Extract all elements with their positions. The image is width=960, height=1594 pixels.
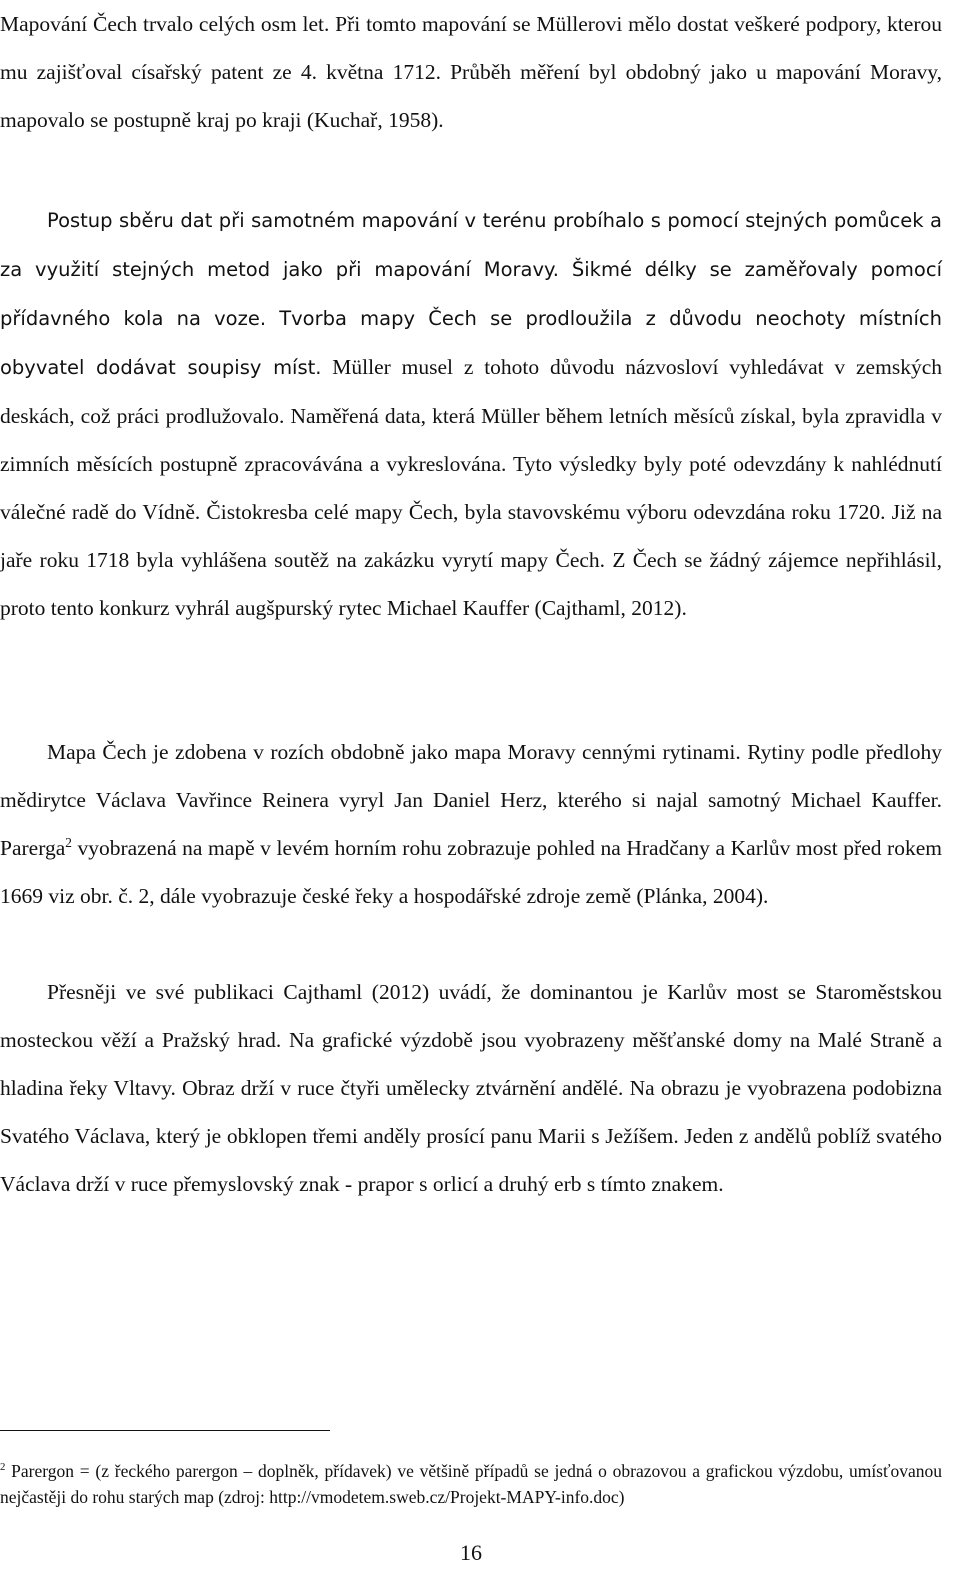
footnote-marker: 2 [0, 1461, 6, 1474]
paragraph-2-text-sans: Postup sběru dat při samotném mapování v terénu probíhalo s pomocí stejných pomůcek a za využití stejných metod jako při mapování Moravy. Šikmé délky se zaměřovaly pomocí přídavného kola na voze. Tvorba mapy Čech se prodloužila z důvodu neochoty místních obyvatel dodávat soupisy míst. [0, 209, 942, 379]
footnote-text: Parergon = (z řeckého parergon – doplněk, přídavek) ve většině případů se jedná o obrazovou a grafickou výzdobu, umísťovanou nejčastěji do rohu starých map (zdroj: http://vmodetem.sweb.cz/Projekt-MAPY-info.doc) [0, 1461, 942, 1507]
paragraph-3 [0, 728, 942, 920]
footnote [0, 1458, 942, 1510]
paragraph-3-text-start: Mapa Čech je zdobena v rozích obdobně jako mapa Moravy cennými rytinami. Rytiny podle předlohy mědirytce Václava Vavřince Reinera vyryl Jan Daniel Herz, kterého si najal samotný Michael Kauffer. Parerga [0, 740, 942, 860]
page-number: 16 [460, 1540, 482, 1565]
footnote-separator [0, 1430, 330, 1431]
paragraph-1 [0, 0, 942, 144]
footnote-reference[interactable]: 2 [65, 834, 72, 850]
paragraph-1-text: Mapování Čech trvalo celých osm let. Při tomto mapování se Müllerovi mělo dostat veškeré podpory, kterou mu zajišťoval císařský patent ze 4. května 1712. Průběh měření byl obdobný jako u mapování Moravy, mapovalo se postupně kraj po kraji (Kuchař, 1958). [0, 12, 942, 132]
paragraph-2 [0, 196, 942, 632]
paragraph-2-text-serif: Müller musel z tohoto důvodu názvosloví vyhledávat v zemských deskách, což práci prodlužovalo. Naměřená data, která Müller během letních měsíců získal, byla zpravidla v zimních měsících postupně zpracovávána a vykreslována. Tyto výsledky byly poté odevzdány k nahlédnutí válečné radě do Vídně. Čistokresba celé mapy Čech, byla stavovskému výboru odevzdána roku 1720. Již na jaře roku 1718 byla vyhlášena soutěž na zakázku vyrytí mapy Čech. Z Čech se žádný zájemce nepřihlásil, proto tento konkurz vyhrál augšpurský rytec Michael Kauffer (Cajthaml, 2012). [0, 355, 942, 620]
paragraph-3-text-end: vyobrazená na mapě v levém horním rohu zobrazuje pohled na Hradčany a Karlův most před rokem 1669 viz obr. č. 2, dále vyobrazuje české řeky a hospodářské zdroje země (Plánka, 2004). [0, 836, 942, 908]
paragraph-4 [0, 968, 942, 1208]
paragraph-4-text: Přesněji ve své publikaci Cajthaml (2012) uvádí, že dominantou je Karlův most se Staroměstskou mosteckou věží a Pražský hrad. Na grafické výzdobě jsou vyobrazeny měšťanské domy na Malé Straně a hladina řeky Vltavy. Obraz drží v ruce čtyři umělecky ztvárnění andělé. Na obrazu je vyobrazena podobizna Svatého Václava, který je obklopen třemi anděly prosící panu Marii s Ježíšem. Jeden z andělů poblíž svatého Václava drží v ruce přemyslovský znak - prapor s orlicí a druhý erb s tímto znakem. [0, 980, 942, 1196]
